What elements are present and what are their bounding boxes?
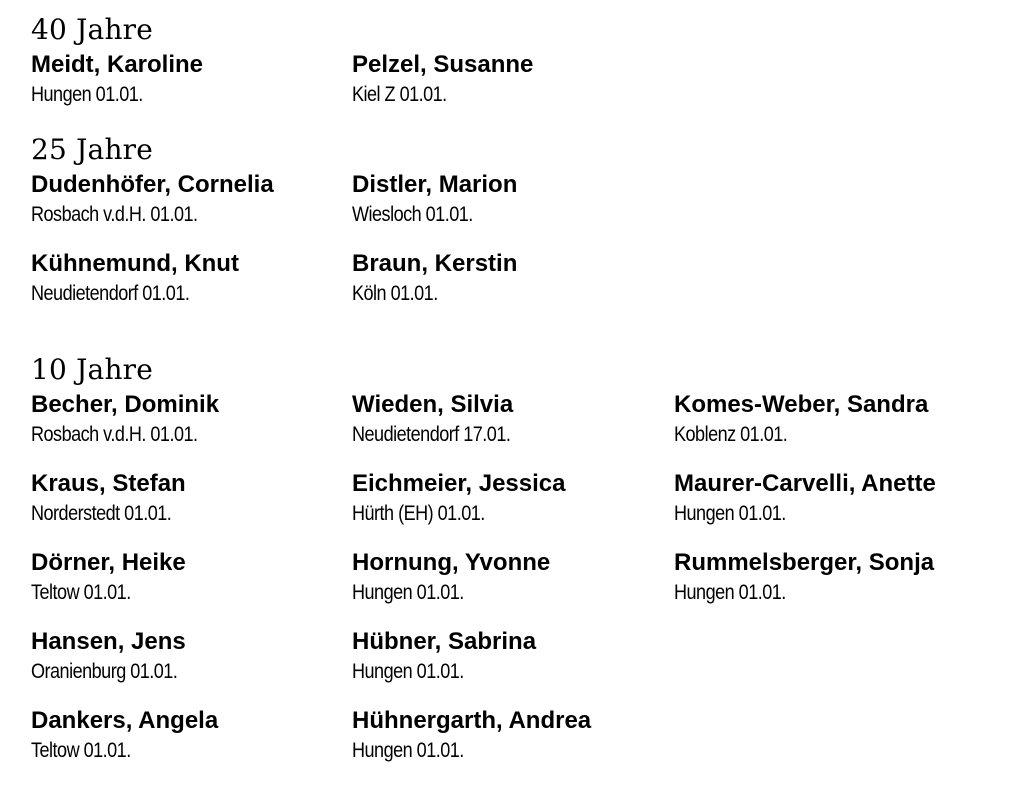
list-item	[674, 548, 991, 611]
person-name: Dankers, Angela	[31, 707, 219, 734]
location-date: Kiel Z 01.01.	[352, 83, 447, 106]
list-item	[31, 50, 352, 113]
list-item	[31, 627, 352, 690]
location-date: Teltow 01.01.	[31, 581, 131, 604]
person-name: Wieden, Silvia	[352, 391, 514, 418]
person-name: Hornung, Yvonne	[352, 549, 551, 576]
list-item	[352, 390, 674, 453]
location-date: Wiesloch 01.01.	[352, 203, 473, 226]
section-spacer	[31, 312, 991, 350]
location-date: Hungen 01.01.	[674, 581, 786, 604]
list-item	[674, 469, 991, 532]
person-name: Komes-Weber, Sandra	[674, 391, 929, 418]
person-name: Maurer-Carvelli, Anette	[674, 470, 936, 497]
location-date: Neudietendorf 17.01.	[352, 423, 511, 446]
list-item	[674, 390, 991, 453]
person-name: Pelzel, Susanne	[352, 51, 534, 78]
location-date: Rosbach v.d.H. 01.01.	[31, 203, 198, 226]
anniversary-list	[31, 10, 991, 769]
list-item	[31, 390, 352, 453]
person-name: Dörner, Heike	[31, 549, 186, 576]
section-10-jahre	[31, 350, 991, 769]
location-date: Hürth (EH) 01.01.	[352, 502, 485, 525]
section-heading: 10 Jahre	[31, 353, 154, 386]
location-date: Hungen 01.01.	[352, 581, 464, 604]
entry-grid	[31, 170, 991, 312]
location-date: Neudietendorf 01.01.	[31, 282, 190, 305]
list-item	[352, 50, 674, 113]
person-name: Eichmeier, Jessica	[352, 470, 566, 497]
section-heading: 25 Jahre	[31, 133, 154, 166]
section-spacer	[31, 113, 991, 130]
section-heading: 40 Jahre	[31, 13, 154, 46]
section-40-jahre	[31, 10, 991, 113]
list-item	[352, 249, 674, 312]
person-name: Kühnemund, Knut	[31, 250, 239, 277]
list-item	[352, 627, 674, 690]
location-date: Köln 01.01.	[352, 282, 438, 305]
person-name: Becher, Dominik	[31, 391, 220, 418]
location-date: Oranienburg 01.01.	[31, 660, 178, 683]
location-date: Rosbach v.d.H. 01.01.	[31, 423, 198, 446]
person-name: Hübner, Sabrina	[352, 628, 537, 655]
list-item	[352, 706, 674, 769]
list-item	[352, 170, 674, 233]
person-name: Kraus, Stefan	[31, 470, 186, 497]
person-name: Rummelsberger, Sonja	[674, 549, 935, 576]
location-date: Hungen 01.01.	[352, 739, 464, 762]
person-name: Hansen, Jens	[31, 628, 186, 655]
list-item	[31, 249, 352, 312]
entry-grid	[31, 50, 991, 113]
list-item	[31, 548, 352, 611]
entry-grid	[31, 390, 991, 769]
list-item	[31, 170, 352, 233]
location-date: Hungen 01.01.	[674, 502, 786, 525]
location-date: Hungen 01.01.	[31, 83, 143, 106]
person-name: Meidt, Karoline	[31, 51, 204, 78]
section-25-jahre	[31, 130, 991, 312]
person-name: Braun, Kerstin	[352, 250, 518, 277]
list-item	[31, 469, 352, 532]
location-date: Koblenz 01.01.	[674, 423, 788, 446]
location-date: Norderstedt 01.01.	[31, 502, 172, 525]
person-name: Dudenhöfer, Cornelia	[31, 171, 274, 198]
list-item	[352, 548, 674, 611]
list-item	[352, 469, 674, 532]
location-date: Hungen 01.01.	[352, 660, 464, 683]
person-name: Hühnergarth, Andrea	[352, 707, 592, 734]
person-name: Distler, Marion	[352, 171, 518, 198]
location-date: Teltow 01.01.	[31, 739, 131, 762]
list-item	[31, 706, 352, 769]
